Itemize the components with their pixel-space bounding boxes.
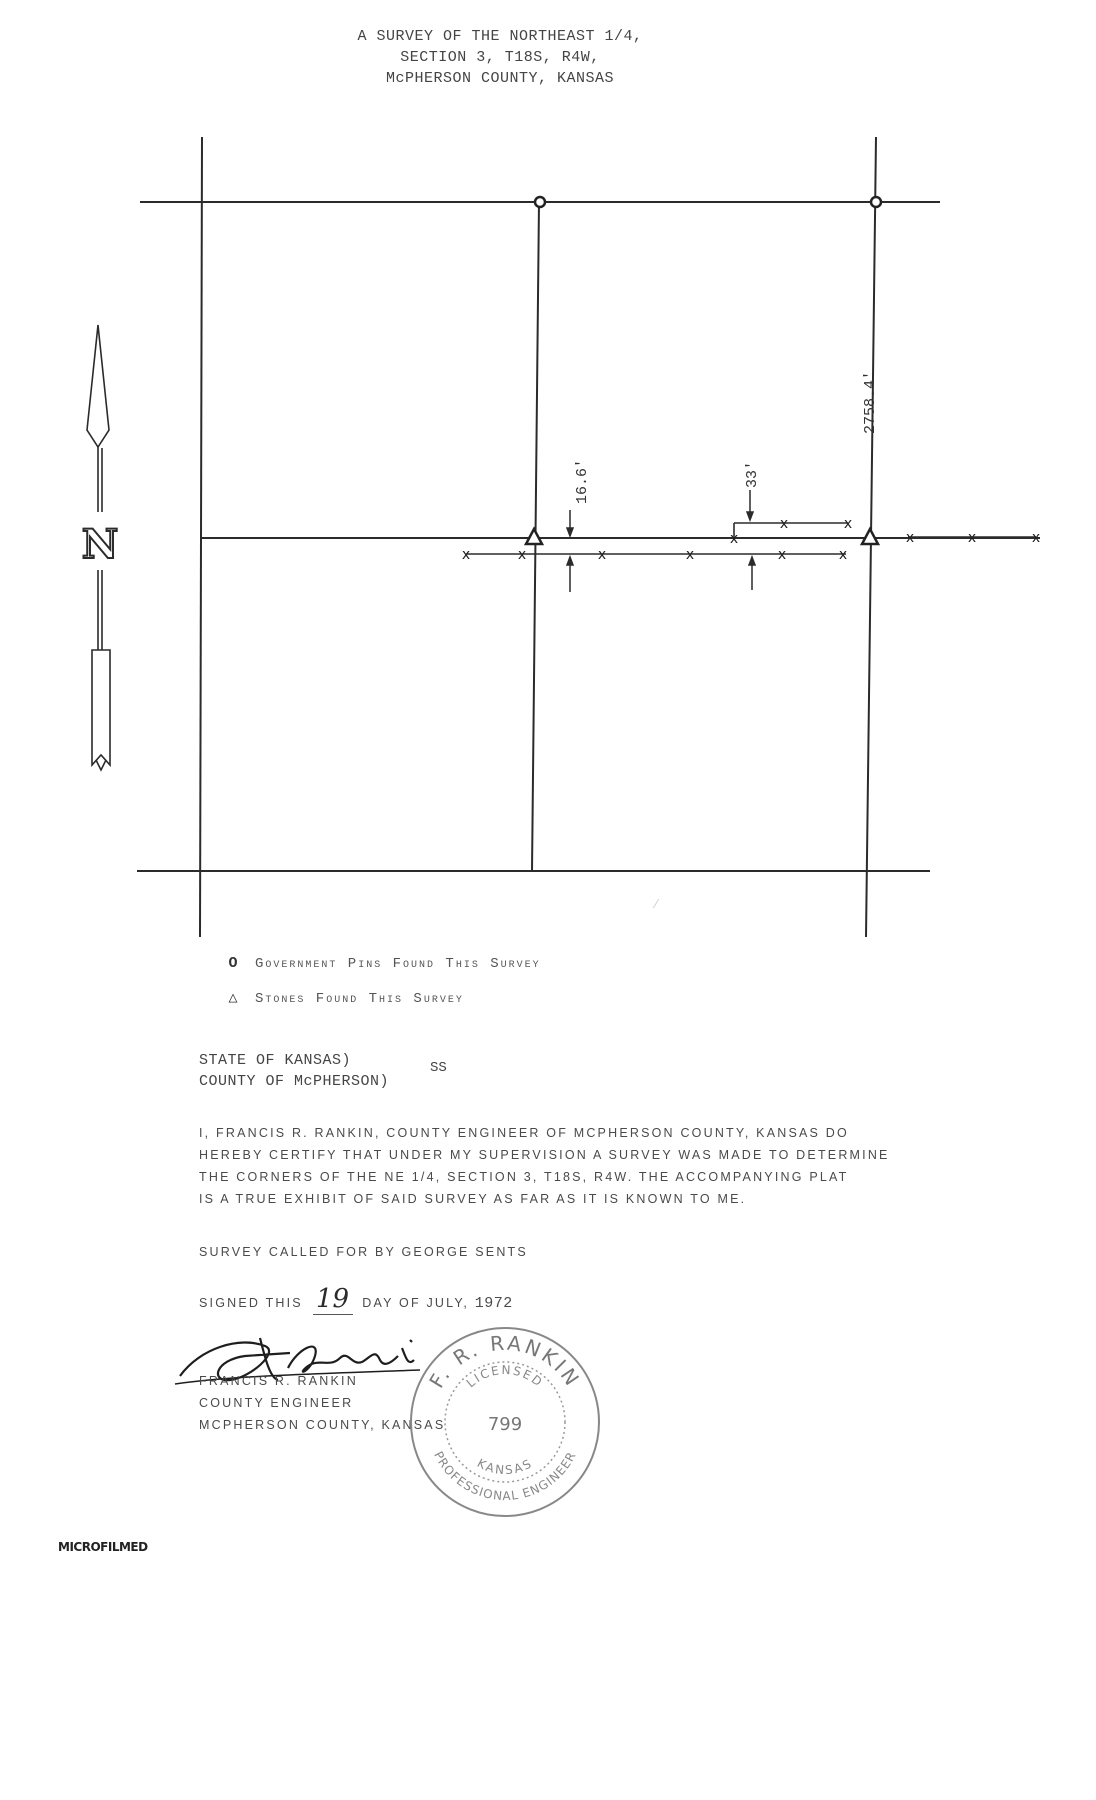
fence-x: x <box>685 547 695 563</box>
legend-stones-label: Stones Found This Survey <box>255 991 464 1007</box>
stray-mark: ⁄ <box>655 897 658 911</box>
signer-name: FRANCIS R. RANKIN <box>199 1374 358 1388</box>
fence-x: x <box>838 547 848 563</box>
seal-name: F. R. RANKIN <box>424 1330 586 1393</box>
title-line-2: SECTION 3, T18S, R4W, <box>400 49 600 66</box>
fence-x: x <box>517 547 527 563</box>
fence-x: x <box>843 516 853 532</box>
fence-x: x <box>729 531 739 547</box>
north-label: N <box>81 521 119 568</box>
fence-x: x <box>777 547 787 563</box>
dim-arrow-head <box>747 512 753 520</box>
legend-pins-label: Government Pins Found This Survey <box>255 956 541 972</box>
dim-arrow-head <box>567 528 573 536</box>
cert-line-3: THE CORNERS OF THE NE 1/4, SECTION 3, T18S, R4W. THE ACCOMPANYING PLAT <box>199 1170 849 1184</box>
fence-x: x <box>967 530 977 546</box>
dim-label-west-offset: 16.6' <box>574 458 591 504</box>
jurat-venue <box>199 1050 389 1092</box>
certification-text <box>199 1122 989 1210</box>
pin-symbol: O <box>228 955 240 972</box>
seal-licensed: LICENSED <box>463 1362 547 1391</box>
fence-x: x <box>905 530 915 546</box>
seal-state: KANSAS <box>474 1455 536 1478</box>
engineer-seal <box>405 1322 605 1522</box>
survey-called-for: SURVEY CALLED FOR BY GEORGE SENTS <box>199 1245 528 1259</box>
jurat-state: STATE OF KANSAS) <box>199 1052 352 1069</box>
dim-arrow-head <box>749 557 755 565</box>
signed-year: 1972 <box>474 1295 513 1312</box>
stone-marker <box>526 529 542 544</box>
fence-x: x <box>779 516 789 532</box>
seal-professional: PROFESSIONAL ENGINEER <box>431 1449 579 1504</box>
cert-line-4: IS A TRUE EXHIBIT OF SAID SURVEY AS FAR AS IT IS KNOWN TO ME. <box>199 1192 747 1206</box>
government-pin-marker <box>535 197 545 207</box>
west-section-line <box>200 137 202 937</box>
dim-label-east: 2758.4' <box>862 370 879 434</box>
fence-x: x <box>597 547 607 563</box>
legend-pins <box>225 955 541 972</box>
fence-x: x <box>1031 530 1041 546</box>
dim-label-mid-offset: 33' <box>744 460 761 488</box>
stone-symbol: △ <box>228 990 240 1007</box>
title-line-1: A SURVEY OF THE NORTHEAST 1/4, <box>357 28 643 45</box>
microfilm-stamp: MICROFILMED <box>58 1540 148 1554</box>
stone-marker <box>862 529 878 544</box>
cert-line-1: I, FRANCIS R. RANKIN, COUNTY ENGINEER OF MCPHERSON COUNTY, KANSAS DO <box>199 1126 849 1140</box>
seal-number: 799 <box>487 1414 523 1435</box>
jurat-ss: SS <box>430 1060 447 1076</box>
government-pin-marker <box>871 197 881 207</box>
signed-date-line <box>199 1284 513 1315</box>
legend-stones <box>225 988 464 1007</box>
signed-prefix: SIGNED THIS <box>199 1296 303 1310</box>
jurat-county: COUNTY OF McPHERSON) <box>199 1073 390 1090</box>
signed-day: 19 <box>313 1284 353 1315</box>
fence-x: x <box>461 547 471 563</box>
signed-middle: DAY OF JULY, <box>362 1296 469 1310</box>
dim-arrow-head <box>567 557 573 565</box>
signer-title: COUNTY ENGINEER <box>199 1396 354 1410</box>
signer-county: MCPHERSON COUNTY, KANSAS <box>199 1418 446 1432</box>
cert-line-2: HEREBY CERTIFY THAT UNDER MY SUPERVISION A SURVEY WAS MADE TO DETERMINE <box>199 1148 890 1162</box>
title-line-3: McPHERSON COUNTY, KANSAS <box>385 70 615 87</box>
